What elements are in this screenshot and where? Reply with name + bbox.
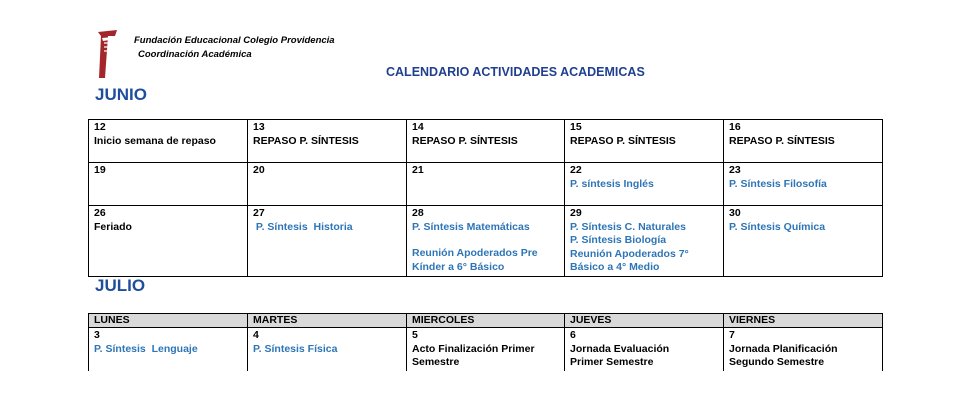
junio-calendar bbox=[88, 119, 883, 277]
day-cell: 23 P. Síntesis Filosofía bbox=[724, 163, 883, 206]
week-row bbox=[89, 328, 883, 371]
weekday-header-row bbox=[89, 314, 883, 328]
day-cell: 15 REPASO P. SÍNTESIS bbox=[565, 120, 724, 163]
julio-calendar bbox=[88, 313, 883, 371]
weekday-header: JUEVES bbox=[565, 314, 724, 328]
week-row bbox=[89, 206, 883, 277]
day-cell: 6 Jornada Evaluación Primer Semestre bbox=[565, 328, 724, 371]
day-cell: 13 REPASO P. SÍNTESIS bbox=[248, 120, 407, 163]
day-cell: 28 P. Síntesis Matemáticas Reunión Apoderados Pre Kínder a 6° Básico bbox=[407, 206, 565, 277]
weekday-header: LUNES bbox=[89, 314, 248, 328]
day-cell: 26 Feriado bbox=[89, 206, 248, 277]
day-cell: 20 bbox=[248, 163, 407, 206]
institution-name: Fundación Educacional Colegio Providencia bbox=[134, 35, 335, 46]
day-cell: 4 P. Síntesis Física bbox=[248, 328, 407, 371]
day-cell: 7 Jornada Planificación Segundo Semestre bbox=[724, 328, 883, 371]
day-cell: 27 P. Síntesis Historia bbox=[248, 206, 407, 277]
day-cell: 3 P. Síntesis Lenguaje bbox=[89, 328, 248, 371]
month-heading-julio: JULIO bbox=[95, 276, 146, 295]
day-cell: 22 P. síntesis Inglés bbox=[565, 163, 724, 206]
day-cell: 19 bbox=[89, 163, 248, 206]
day-cell: 16 REPASO P. SÍNTESIS bbox=[724, 120, 883, 163]
week-row bbox=[89, 120, 883, 163]
document-title: CALENDARIO ACTIVIDADES ACADEMICAS bbox=[386, 65, 645, 79]
day-cell: 21 bbox=[407, 163, 565, 206]
day-cell: 29 P. Síntesis C. Naturales P. Síntesis Biología Reunión Apoderados 7° Básico a 4° Medio bbox=[565, 206, 724, 277]
day-cell: 14 REPASO P. SÍNTESIS bbox=[407, 120, 565, 163]
day-cell: 12 Inicio semana de repaso bbox=[89, 120, 248, 163]
day-cell: 5 Acto Finalización Primer Semestre bbox=[407, 328, 565, 371]
weekday-header: VIERNES bbox=[724, 314, 883, 328]
school-logo bbox=[95, 28, 121, 80]
department-name: Coordinación Académica bbox=[138, 49, 252, 60]
weekday-header: MIERCOLES bbox=[407, 314, 565, 328]
day-cell: 30 P. Síntesis Química bbox=[724, 206, 883, 277]
month-heading-junio: JUNIO bbox=[95, 85, 147, 104]
weekday-header: MARTES bbox=[248, 314, 407, 328]
week-row bbox=[89, 163, 883, 206]
